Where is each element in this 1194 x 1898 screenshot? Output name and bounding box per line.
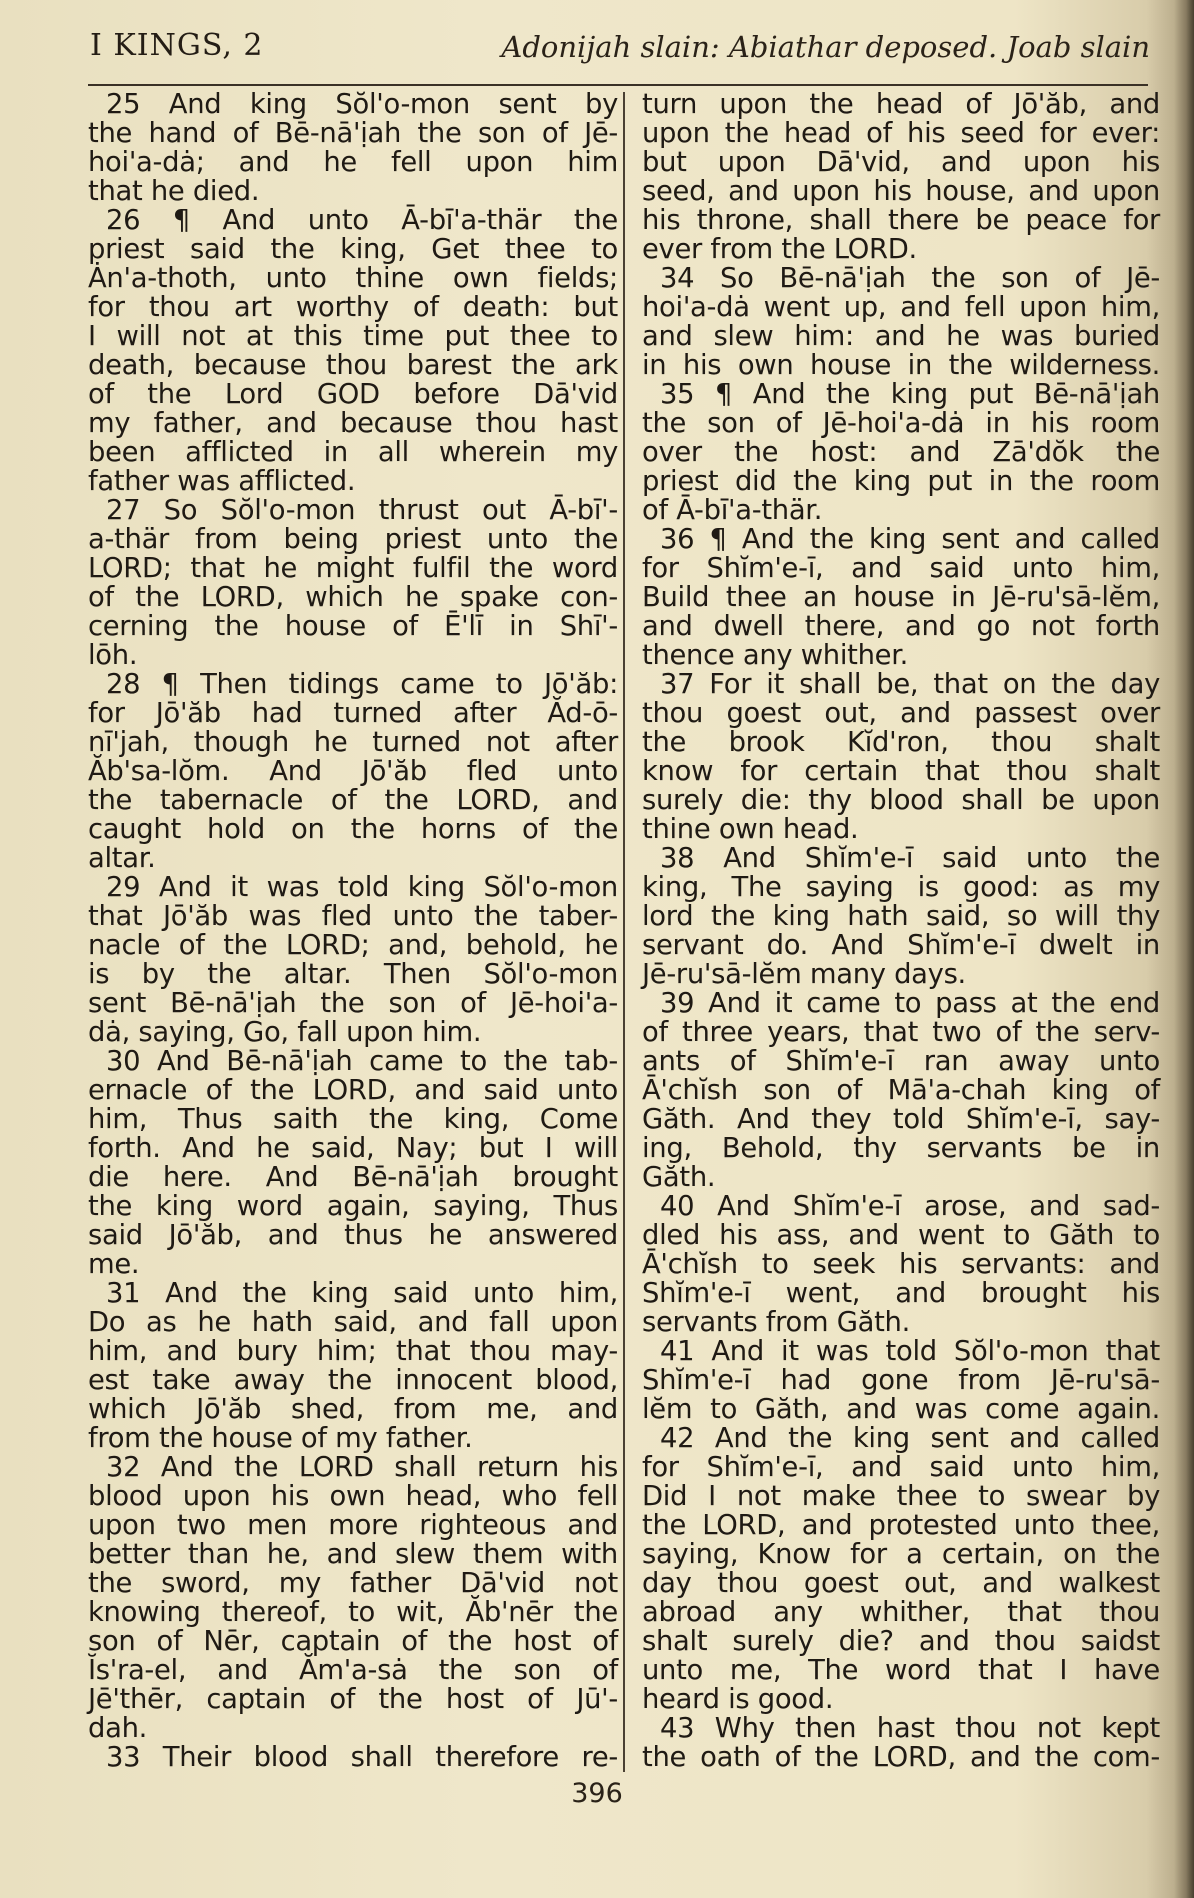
right-column-line: 39 And it came to pass at the end [660,988,1160,1019]
left-column-line: been afflicted in all wherein my [88,437,618,468]
left-column-line: 30 And Bē-nā'ịah came to the tab- [106,1046,618,1077]
right-column-line: his throne, shall there be peace for [642,205,1160,236]
right-column-line: shalt surely die? and thou saidst [642,1626,1160,1657]
right-column-line: hoi'a-dȧ went up, and fell upon him, [642,292,1160,323]
left-column-line: 31 And the king said unto him, [106,1278,618,1309]
left-column-line: of the Lord GOD before Dā'vid [88,379,618,410]
right-column-line: 38 And Shĭm'e-ī said unto the [660,843,1160,874]
column-divider [623,92,625,1772]
left-column-line: is by the altar. Then Sŏl'o-mon [88,959,618,990]
right-column-line: saying, Know for a certain, on the [642,1539,1160,1570]
right-column [642,90,1160,1772]
right-column-line: priest did the king put in the room [642,466,1160,497]
left-column [88,90,618,1772]
left-column-line: 28 ¶ Then tidings came to Jō'ăb: [106,669,618,700]
right-column-line: Ā'chĭsh to seek his servants: and [642,1249,1160,1280]
right-column-line: Ā'chĭsh son of Mā'a-chah king of [642,1075,1160,1106]
left-column-line: 33 Their blood shall therefore re- [106,1742,618,1773]
right-column-line: lord the king hath said, so will thy [642,901,1160,932]
right-column-line: Găth. And they told Shĭm'e-ī, say- [642,1104,1160,1135]
left-column-line: dah. [88,1713,148,1744]
page-edge-shadow [1174,0,1194,1898]
right-column-line: over the host: and Zā'dŏk the [642,437,1160,468]
right-column-line: 40 And Shĭm'e-ī arose, and sad- [660,1191,1160,1222]
right-column-line: Build thee an house in Jē-ru'sā-lĕm, [642,582,1160,613]
running-head: Adonijah slain: Abiathar deposed. Joab slain [501,30,1150,64]
right-column-line: heard is good. [642,1684,834,1715]
left-column-line: father was afflicted. [88,466,356,497]
left-column-line: Ăb'sa-lŏm. And Jō'ăb fled unto [88,756,618,787]
left-column-line: 27 So Sŏl'o-mon thrust out Ā-bī'- [106,495,618,526]
right-column-line: the oath of the LORD, and the com- [642,1742,1160,1773]
right-column-line: for Shĭm'e-ī, and said unto him, [642,1452,1160,1483]
right-column-line: 37 For it shall be, that on the day [660,669,1160,700]
page-header [90,28,1150,76]
left-column-line: better than he, and slew them with [88,1539,618,1570]
left-column-line: hoi'a-dȧ; and he fell upon him [88,147,618,178]
book-chapter-title: I KINGS, 2 [90,28,264,63]
left-column-line: the hand of Bē-nā'ịah the son of Jē- [88,118,618,149]
right-column-line: ever from the LORD. [642,234,917,265]
right-column-line: Găth. [642,1162,716,1193]
right-column-line: the brook Kĭd'ron, thou shalt [642,727,1160,758]
left-column-line: I will not at this time put thee to [88,321,618,352]
right-column-line: day thou goest out, and walkest [642,1568,1160,1599]
page-number: 396 [571,1778,623,1809]
left-column-line: Do as he hath said, and fall upon [88,1307,618,1338]
right-column-line: dled his ass, and went to Găth to [642,1220,1160,1251]
left-column-line: die here. And Bē-nā'ịah brought [88,1162,618,1193]
left-column-line: of the LORD, which he spake con- [88,582,618,613]
left-column-line: the tabernacle of the LORD, and [88,785,618,816]
left-column-line: ernacle of the LORD, and said unto [88,1075,618,1106]
right-column-line: turn upon the head of Jō'ăb, and [642,89,1160,120]
left-column-line: which Jō'ăb shed, from me, and [88,1394,618,1425]
left-column-line: forth. And he said, Nay; but I will [88,1133,618,1164]
left-column-line: upon two men more righteous and [88,1510,618,1541]
header-rule [88,84,1148,86]
left-column-line: that Jō'ăb was fled unto the taber- [88,901,618,932]
right-column-line: in his own house in the wilderness. [642,350,1160,381]
left-column-line: blood upon his own head, who fell [88,1481,618,1512]
left-column-line: nī'jah, though he turned not after [88,727,618,758]
right-column-line: Did I not make thee to swear by [642,1481,1160,1512]
left-column-line: the king word again, saying, Thus [88,1191,618,1222]
left-column-line: my father, and because thou hast [88,408,618,439]
left-column-line: est take away the innocent blood, [88,1365,618,1396]
left-column-line: altar. [88,843,156,874]
right-column-line: and dwell there, and go not forth [642,611,1160,642]
right-column-line: for Shĭm'e-ī, and said unto him, [642,553,1160,584]
left-column-line: the sword, my father Dā'vid not [88,1568,618,1599]
left-column-line: that he died. [88,176,260,207]
right-column-line: the LORD, and protested unto thee, [642,1510,1160,1541]
right-column-line: thine own head. [642,814,859,845]
right-column-line: thou goest out, and passest over [642,698,1160,729]
left-column-line: dȧ, saying, Go, fall upon him. [88,1017,482,1048]
left-column-line: caught hold on the horns of the [88,814,618,845]
left-column-line: son of Nēr, captain of the host of [88,1626,618,1657]
right-column-line: the son of Jē-hoi'a-dȧ in his room [642,408,1160,439]
left-column-line: priest said the king, Get thee to [88,234,618,265]
right-column-line: servant do. And Shĭm'e-ī dwelt in [642,930,1160,961]
right-column-line: surely die: thy blood shall be upon [642,785,1160,816]
right-column-line: but upon Dā'vid, and upon his [642,147,1160,178]
right-column-line: ants of Shĭm'e-ī ran away unto [642,1046,1160,1077]
right-column-line: upon the head of his seed for ever: [642,118,1160,149]
left-column-line: him, Thus saith the king, Come [88,1104,618,1135]
right-column-line: of Ā-bī'a-thär. [642,495,823,526]
right-column-line: thence any whither. [642,640,909,671]
left-column-line: 25 And king Sŏl'o-mon sent by [106,89,618,120]
left-column-line: 32 And the LORD shall return his [106,1452,618,1483]
left-column-line: for thou art worthy of death: but [88,292,618,323]
right-column-line: of three years, that two of the serv- [642,1017,1160,1048]
left-column-line: a-thär from being priest unto the [88,524,618,555]
right-column-line: Jē-ru'sā-lĕm many days. [642,959,966,990]
right-column-line: 42 And the king sent and called [660,1423,1160,1454]
right-column-line: Shĭm'e-ī went, and brought his [642,1278,1160,1309]
right-column-line: abroad any whither, that thou [642,1597,1160,1628]
left-column-line: Ȧn'a-thoth, unto thine own fields; [88,263,618,294]
left-column-line: cerning the house of Ē'lī in Shī'- [88,611,618,642]
left-column-line: lōh. [88,640,138,671]
right-column-line: unto me, The word that I have [642,1655,1160,1686]
left-column-line: Ĭs'ra-el, and Ăm'a-sȧ the son of [88,1655,618,1686]
left-column-line: 29 And it was told king Sŏl'o-mon [106,872,618,903]
right-column-line: king, The saying is good: as my [642,872,1160,903]
right-column-line: ing, Behold, thy servants be in [642,1133,1160,1164]
right-column-line: 35 ¶ And the king put Bē-nā'ịah [660,379,1160,410]
left-column-line: death, because thou barest the ark [88,350,618,381]
right-column-line: servants from Găth. [642,1307,911,1338]
left-column-line: Jē'thēr, captain of the host of Jū'- [88,1684,618,1715]
right-column-line: seed, and upon his house, and upon [642,176,1160,207]
right-column-line: 34 So Bē-nā'ịah the son of Jē- [660,263,1160,294]
left-column-line: nacle of the LORD; and, behold, he [88,930,618,961]
left-column-line: from the house of my father. [88,1423,473,1454]
right-column-line: Shĭm'e-ī had gone from Jē-ru'sā- [642,1365,1160,1396]
left-column-line: knowing thereof, to wit, Ăb'nēr the [88,1597,618,1628]
left-column-line: said Jō'ăb, and thus he answered [88,1220,618,1251]
right-column-line: 43 Why then hast thou not kept [660,1713,1160,1744]
right-column-line: 41 And it was told Sŏl'o-mon that [660,1336,1160,1367]
left-column-line: 26 ¶ And unto Ā-bī'a-thär the [106,205,618,236]
left-column-line: LORD; that he might fulfil the word [88,553,618,584]
right-column-line: know for certain that thou shalt [642,756,1160,787]
left-column-line: me. [88,1249,140,1280]
right-column-line: 36 ¶ And the king sent and called [660,524,1160,555]
left-column-line: him, and bury him; that thou may- [88,1336,618,1367]
right-column-line: lĕm to Găth, and was come again. [642,1394,1160,1425]
right-column-line: and slew him: and he was buried [642,321,1160,352]
left-column-line: sent Bē-nā'ịah the son of Jē-hoi'a- [88,988,618,1019]
left-column-line: for Jō'ăb had turned after Ăd-ō- [88,698,618,729]
